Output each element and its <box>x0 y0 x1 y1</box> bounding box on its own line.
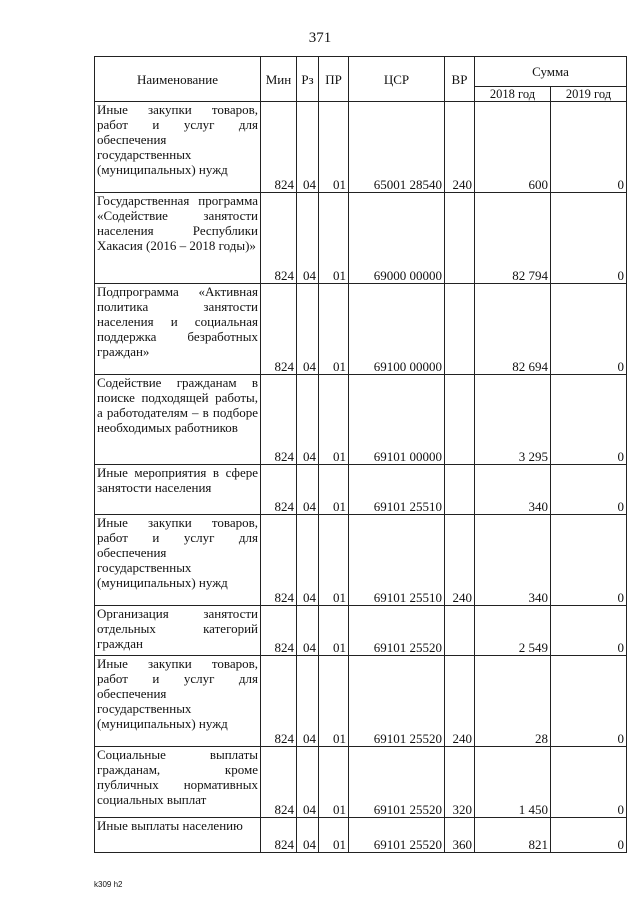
row-min: 824 <box>261 284 297 375</box>
row-rz: 04 <box>297 102 319 193</box>
row-2019: 0 <box>551 465 627 515</box>
row-rz: 04 <box>297 606 319 656</box>
table-row <box>95 465 627 515</box>
row-name: Подпрограмма «Активная политика занятости населения и социальная поддержка безработных граждан» <box>95 284 261 375</box>
row-pr: 01 <box>319 515 349 606</box>
row-rz: 04 <box>297 656 319 747</box>
row-2018: 340 <box>475 465 551 515</box>
row-2018: 28 <box>475 656 551 747</box>
row-rz: 04 <box>297 515 319 606</box>
row-pr: 01 <box>319 102 349 193</box>
row-vr <box>445 465 475 515</box>
row-pr: 01 <box>319 465 349 515</box>
row-2019: 0 <box>551 818 627 853</box>
table-row <box>95 606 627 656</box>
row-rz: 04 <box>297 747 319 818</box>
footer-code: k309 h2 <box>94 880 123 889</box>
row-name: Государственная программа «Содействие занятости населения Республики Хакасия (2016 – 2018 годы)» <box>95 193 261 284</box>
row-min: 824 <box>261 656 297 747</box>
row-vr <box>445 284 475 375</box>
row-pr: 01 <box>319 818 349 853</box>
row-pr: 01 <box>319 747 349 818</box>
row-name: Содействие гражданам в поиске подходящей работы, а работодателям – в подборе необходимых работников <box>95 375 261 465</box>
row-rz: 04 <box>297 193 319 284</box>
row-min: 824 <box>261 193 297 284</box>
row-vr: 240 <box>445 656 475 747</box>
table-row <box>95 102 627 193</box>
header-name: Наименование <box>95 57 261 102</box>
row-min: 824 <box>261 818 297 853</box>
row-vr <box>445 606 475 656</box>
row-2018: 3 295 <box>475 375 551 465</box>
row-vr <box>445 375 475 465</box>
row-csr: 69101 00000 <box>349 375 445 465</box>
row-2019: 0 <box>551 375 627 465</box>
row-name: Иные мероприятия в сфере занятости населения <box>95 465 261 515</box>
row-2019: 0 <box>551 747 627 818</box>
row-2019: 0 <box>551 656 627 747</box>
row-name: Иные закупки товаров, работ и услуг для обеспечения государственных (муниципальных) нужд <box>95 656 261 747</box>
row-rz: 04 <box>297 375 319 465</box>
row-csr: 69101 25520 <box>349 747 445 818</box>
row-2019: 0 <box>551 515 627 606</box>
row-pr: 01 <box>319 193 349 284</box>
row-min: 824 <box>261 606 297 656</box>
table-row <box>95 193 627 284</box>
row-2018: 1 450 <box>475 747 551 818</box>
row-pr: 01 <box>319 375 349 465</box>
row-name: Иные закупки товаров, работ и услуг для обеспечения государственных (муниципальных) нужд <box>95 515 261 606</box>
table-row <box>95 818 627 853</box>
row-csr: 69101 25510 <box>349 515 445 606</box>
row-2019: 0 <box>551 284 627 375</box>
row-min: 824 <box>261 375 297 465</box>
row-min: 824 <box>261 102 297 193</box>
row-csr: 69101 25520 <box>349 656 445 747</box>
row-2019: 0 <box>551 606 627 656</box>
row-name: Организация занятости отдельных категорий граждан <box>95 606 261 656</box>
row-csr: 69100 00000 <box>349 284 445 375</box>
row-2018: 2 549 <box>475 606 551 656</box>
row-2019: 0 <box>551 102 627 193</box>
row-vr <box>445 193 475 284</box>
row-2018: 821 <box>475 818 551 853</box>
row-csr: 69101 25520 <box>349 818 445 853</box>
row-vr: 320 <box>445 747 475 818</box>
header-vr: ВР <box>445 57 475 102</box>
table-row <box>95 656 627 747</box>
header-year-2018: 2018 год <box>475 86 551 101</box>
row-2019: 0 <box>551 193 627 284</box>
row-vr: 240 <box>445 102 475 193</box>
row-csr: 69101 25510 <box>349 465 445 515</box>
row-2018: 82 694 <box>475 284 551 375</box>
row-pr: 01 <box>319 656 349 747</box>
header-year-2019: 2019 год <box>551 86 627 101</box>
header-pr: ПР <box>319 57 349 102</box>
header-csr: ЦСР <box>349 57 445 102</box>
row-pr: 01 <box>319 284 349 375</box>
row-name: Социальные выплаты гражданам, кроме публичных нормативных социальных выплат <box>95 747 261 818</box>
table-row <box>95 747 627 818</box>
row-rz: 04 <box>297 284 319 375</box>
row-csr: 65001 28540 <box>349 102 445 193</box>
table-row <box>95 284 627 375</box>
table-row <box>95 515 627 606</box>
row-csr: 69000 00000 <box>349 193 445 284</box>
row-rz: 04 <box>297 818 319 853</box>
budget-table <box>94 56 627 853</box>
table-row <box>95 375 627 465</box>
row-pr: 01 <box>319 606 349 656</box>
header-sum: Сумма <box>475 57 627 87</box>
page-number: 371 <box>308 30 332 46</box>
row-name: Иные выплаты населению <box>95 818 261 853</box>
row-2018: 340 <box>475 515 551 606</box>
header-rz: Рз <box>297 57 319 102</box>
row-vr: 240 <box>445 515 475 606</box>
row-min: 824 <box>261 465 297 515</box>
row-csr: 69101 25520 <box>349 606 445 656</box>
row-name: Иные закупки товаров, работ и услуг для обеспечения государственных (муниципальных) нужд <box>95 102 261 193</box>
row-min: 824 <box>261 515 297 606</box>
row-2018: 82 794 <box>475 193 551 284</box>
row-min: 824 <box>261 747 297 818</box>
row-2018: 600 <box>475 102 551 193</box>
row-vr: 360 <box>445 818 475 853</box>
row-rz: 04 <box>297 465 319 515</box>
header-min: Мин <box>261 57 297 102</box>
